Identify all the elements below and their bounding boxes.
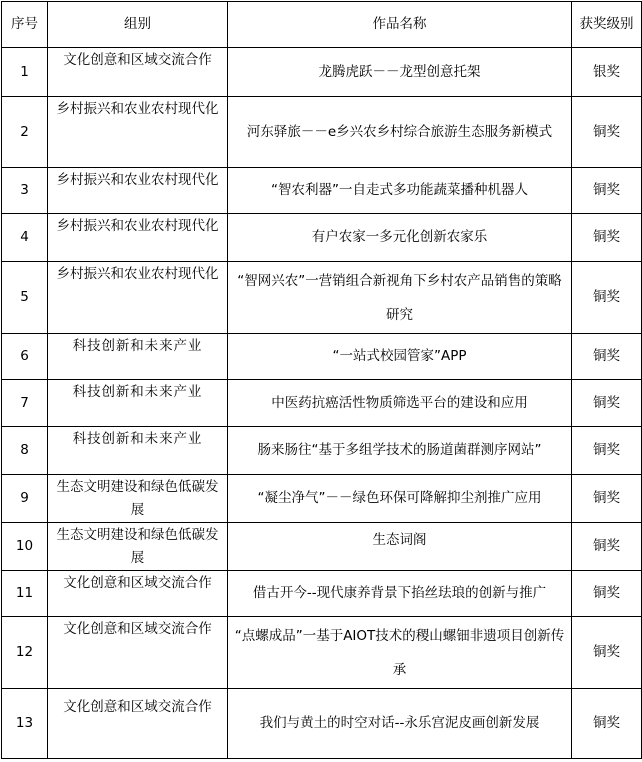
row-group: 生态文明建设和绿色低碳发展 [48, 523, 228, 571]
table-row [2, 380, 642, 427]
row-group: 乡村振兴和农业农村现代化 [48, 214, 228, 262]
row-group: 科技创新和未来产业 [48, 380, 228, 427]
row-index: 6 [2, 334, 48, 380]
table-row [2, 571, 642, 617]
table-row [2, 689, 642, 759]
table-row [2, 48, 642, 97]
row-index: 5 [2, 262, 48, 334]
row-award: 铜奖 [572, 523, 642, 571]
row-work: 河东驿旅－－e乡兴农乡村综合旅游生态服务新模式 [228, 97, 572, 168]
row-index: 12 [2, 617, 48, 689]
row-group: 文化创意和区域交流合作 [48, 617, 228, 689]
header-index: 序号 [2, 2, 48, 48]
row-index: 8 [2, 427, 48, 475]
row-award: 银奖 [572, 48, 642, 97]
awards-table [1, 1, 642, 759]
row-work: 我们与黄土的时空对话--永乐宫泥皮画创新发展 [228, 689, 572, 759]
row-work: “点螺成品”一基于AIOT技术的稷山螺钿非遗项目创新传承 [228, 617, 572, 689]
header-award-level: 获奖级别 [572, 2, 642, 48]
row-group: 文化创意和区域交流合作 [48, 689, 228, 759]
table-row [2, 97, 642, 168]
row-award: 铜奖 [572, 571, 642, 617]
header-row [2, 2, 642, 48]
row-award: 铜奖 [572, 380, 642, 427]
row-group: 文化创意和区域交流合作 [48, 48, 228, 97]
row-group: 乡村振兴和农业农村现代化 [48, 168, 228, 214]
row-work: 有户农家一多元化创新农家乐 [228, 214, 572, 262]
row-work: 借古开今--现代康养背景下掐丝珐琅的创新与推广 [228, 571, 572, 617]
table-row [2, 334, 642, 380]
table-row [2, 168, 642, 214]
row-index: 4 [2, 214, 48, 262]
header-work-name: 作品名称 [228, 2, 572, 48]
table-row [2, 262, 642, 334]
row-group: 生态文明建设和绿色低碳发展 [48, 475, 228, 523]
table-row [2, 427, 642, 475]
header-group: 组别 [48, 2, 228, 48]
row-award: 铜奖 [572, 475, 642, 523]
row-award: 铜奖 [572, 97, 642, 168]
row-index: 11 [2, 571, 48, 617]
row-work: “智网兴农”一营销组合新视角下乡村农产品销售的策略研究 [228, 262, 572, 334]
row-award: 铜奖 [572, 214, 642, 262]
row-work: “智农利器”一自走式多功能蔬菜播种机器人 [228, 168, 572, 214]
row-work: “一站式校园管家”APP [228, 334, 572, 380]
row-index: 1 [2, 48, 48, 97]
row-group: 科技创新和未来产业 [48, 427, 228, 475]
row-award: 铜奖 [572, 427, 642, 475]
row-work: 龙腾虎跃－－龙型创意托架 [228, 48, 572, 97]
row-award: 铜奖 [572, 334, 642, 380]
table-row [2, 475, 642, 523]
row-index: 3 [2, 168, 48, 214]
row-award: 铜奖 [572, 689, 642, 759]
row-group: 科技创新和未来产业 [48, 334, 228, 380]
row-work: “凝尘净气”－－绿色环保可降解抑尘剂推广应用 [228, 475, 572, 523]
row-group: 乡村振兴和农业农村现代化 [48, 262, 228, 334]
row-award: 铜奖 [572, 617, 642, 689]
row-group: 文化创意和区域交流合作 [48, 571, 228, 617]
row-index: 13 [2, 689, 48, 759]
row-work: 中医药抗癌活性物质筛选平台的建设和应用 [228, 380, 572, 427]
row-index: 2 [2, 97, 48, 168]
table-row [2, 523, 642, 571]
row-index: 10 [2, 523, 48, 571]
row-index: 7 [2, 380, 48, 427]
row-group: 乡村振兴和农业农村现代化 [48, 97, 228, 168]
row-award: 铜奖 [572, 262, 642, 334]
row-work: 肠来肠往“基于多组学技术的肠道菌群测序网站” [228, 427, 572, 475]
row-award: 铜奖 [572, 168, 642, 214]
row-index: 9 [2, 475, 48, 523]
row-work: 生态词阁 [228, 523, 572, 571]
table-row [2, 214, 642, 262]
table-row [2, 617, 642, 689]
